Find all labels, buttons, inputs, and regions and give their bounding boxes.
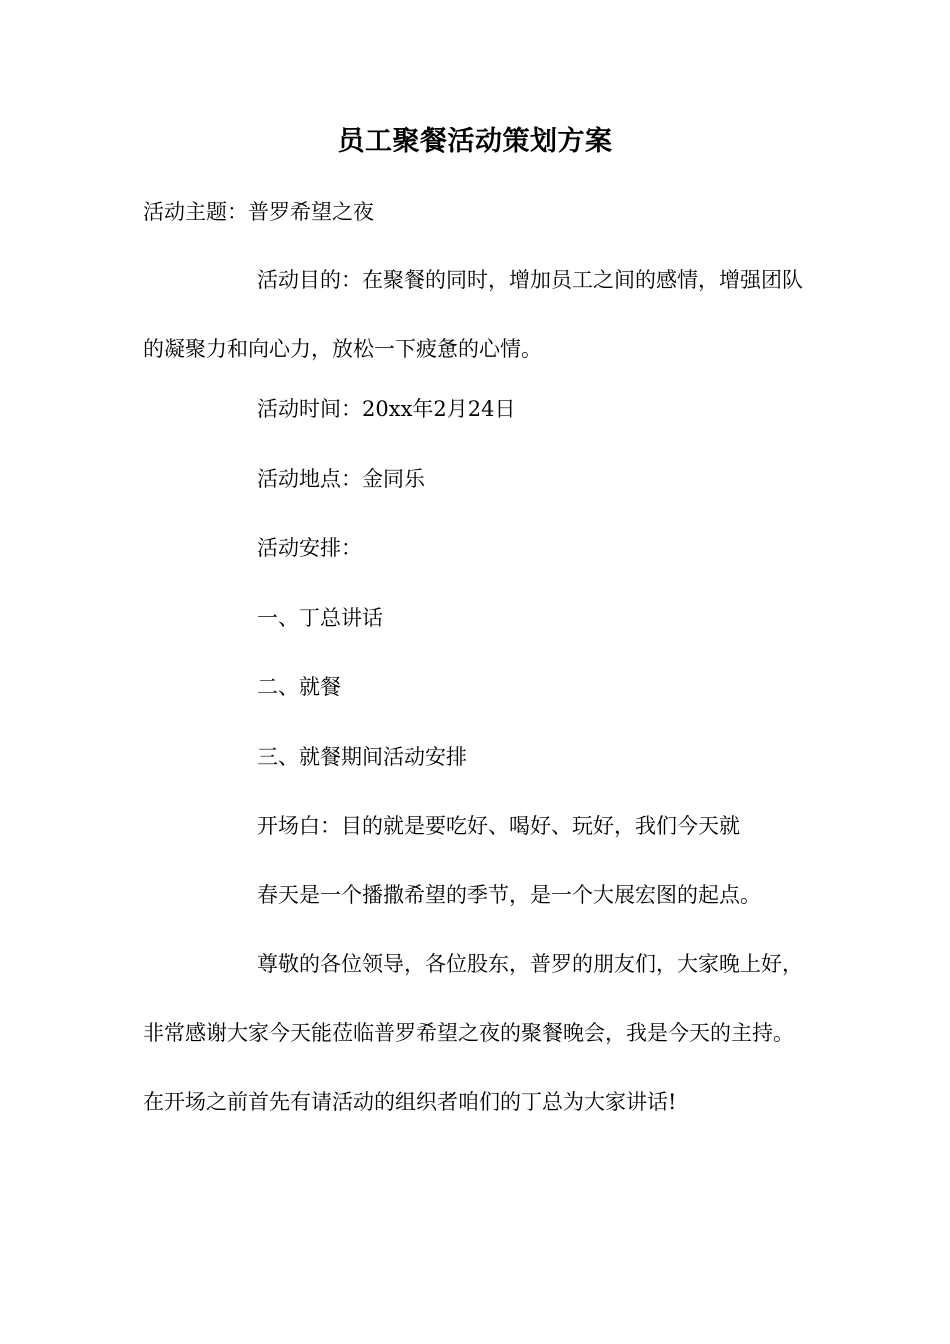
arrangement-item: 一、丁总讲话 [257,606,383,630]
arrangement-item: 二、就餐 [257,675,341,699]
arrangement-item: 三、就餐期间活动安排 [257,745,467,769]
arrangement-heading: 活动安排： [257,536,362,560]
activity-theme: 活动主题：普罗希望之夜 [143,200,374,224]
activity-time: 活动时间：20xx年2月24日 [257,397,516,421]
spring-line: 春天是一个播撒希望的季节，是一个大展宏图的起点。 [257,883,761,907]
opening-line: 开场白：目的就是要吃好、喝好、玩好，我们今天就 [257,814,740,838]
activity-location: 活动地点：金同乐 [257,467,425,491]
document-title: 员工聚餐活动策划方案 [337,126,613,157]
activity-purpose: 活动目的：在聚餐的同时，增加员工之间的感情，增强团队的凝聚力和向心力，放松一下疲惫的心情。 [143,268,803,361]
welcome-speech: 尊敬的各位领导，各位股东，普罗的朋友们，大家晚上好，非常感谢大家今天能莅临普罗希望之夜的聚餐晚会，我是今天的主持。在开场之前首先有请活动的组织者咱们的丁总为大家讲话! [143,952,803,1114]
